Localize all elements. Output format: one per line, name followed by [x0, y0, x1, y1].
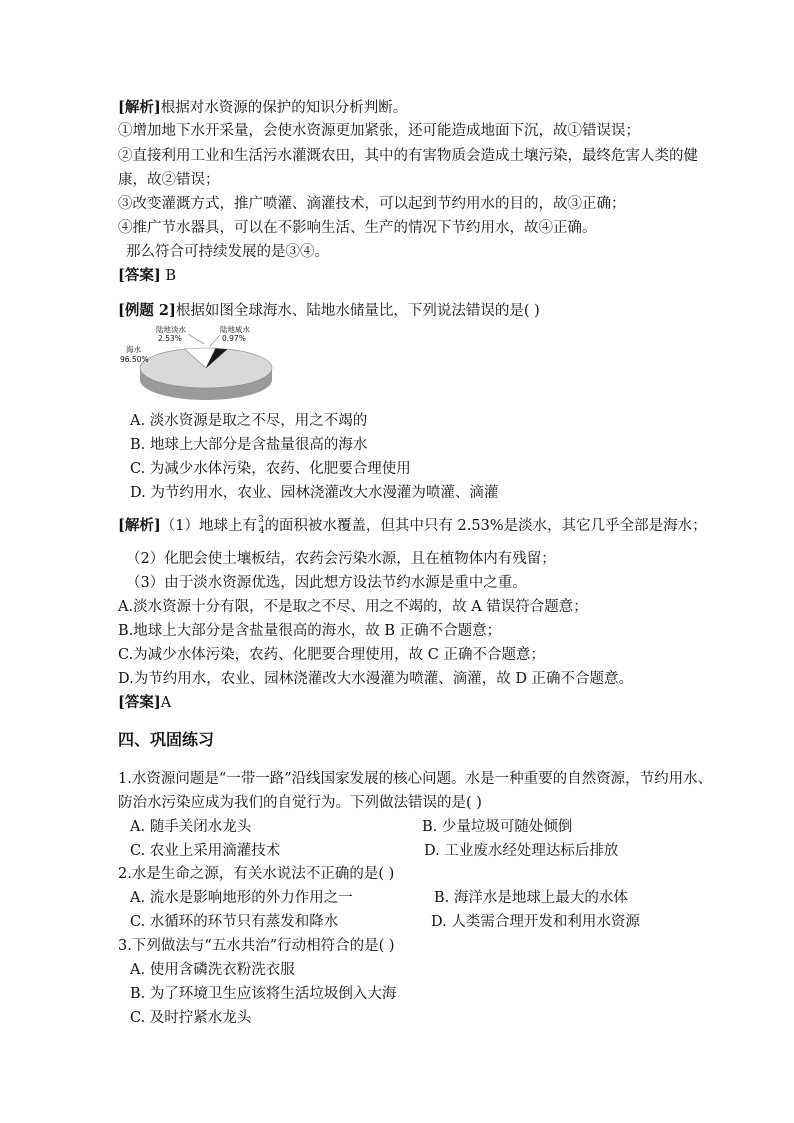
analysis-2-item: C.为减少水体污染，农药、化肥要合理使用，故 C 正确不合题意； [118, 647, 545, 663]
exercise-2-option-c: C. 水循环的环节只有蒸发和降水 [130, 914, 339, 930]
analysis-2-line-2: （2）化肥会使土壤板结，农药会污染水源，且在植物体内有残留； [126, 551, 556, 567]
exercise-1-line-1: 1.水资源问题是“一带一路”沿线国家发展的核心问题。水是一种重要的自然资源，节约用水、 [118, 771, 713, 787]
exercise-2-option-b: B. 海洋水是地球上最大的水体 [434, 890, 628, 906]
analysis-1-item: ③改变灌溉方式，推广喷灌、滴灌技术，可以起到节约用水的目的，故③正确； [118, 196, 626, 212]
example-2-option: D. 为节约用水，农业、园林浇灌改大水漫灌为喷灌、滴灌 [130, 485, 499, 501]
analysis-1-item: ④推广节水器具，可以在不影响生活、生产的情况下节约用水，故④正确。 [118, 220, 597, 236]
value-sea: 96.50% [120, 355, 149, 364]
analysis-2-item: A.淡水资源十分有限，不是取之不尽、用之不竭的，故 A 错误符合题意； [118, 599, 588, 615]
label-fresh: 陆地淡水 [156, 325, 186, 334]
fraction-denominator: 4 [258, 526, 265, 536]
value-fresh: 2.53% [158, 334, 182, 343]
analysis-2-line-1-b: 的面积被水覆盖，但其中只有 2.53%是淡水，其它几乎全部是海水； [264, 518, 707, 534]
answer-2-tag: [答案] [118, 694, 161, 711]
exercise-1-option-c: C. 农业上采用滴灌技术 [130, 843, 281, 859]
analysis-2-tag: [解析] [118, 517, 161, 534]
analysis-1-intro [118, 97, 407, 119]
exercise-1-option-d: D. 工业废水经处理达标后排放 [424, 843, 619, 859]
section-title: 四、巩固练习 [118, 730, 215, 749]
water-pie-chart [118, 322, 278, 406]
analysis-1-item: 康，故②错误； [118, 172, 220, 188]
analysis-2-line-3: （3）由于淡水资源优选，因此想方设法节约水源是重中之重。 [126, 575, 527, 591]
answer-1-tag: [答案] [118, 267, 161, 284]
exercise-3-option-a: A. 使用含磷洗衣粉洗衣服 [130, 962, 295, 978]
exercise-1-line-2: 防治水污染应成为我们的自觉行为。下列做法错误的是( ) [118, 795, 482, 811]
exercise-1-option-a: A. 随手关闭水龙头 [130, 819, 252, 835]
analysis-2-item: D.为节约用水，农业、园林浇灌改大水漫灌为喷灌、滴灌，故 D 正确不合题意。 [118, 671, 634, 687]
analysis-1-conclusion: 那么符合可持续发展的是③④。 [126, 244, 329, 260]
example-2-option: B. 地球上大部分是含盐量很高的海水 [130, 437, 368, 453]
leader-salt [210, 335, 220, 346]
label-salt: 陆地咸水 [220, 325, 250, 334]
analysis-2-item: B.地球上大部分是含盐量很高的海水，故 B 正确不合题意； [118, 623, 502, 639]
exercise-2-question: 2.水是生命之源，有关水说法不正确的是( ) [118, 866, 395, 882]
label-sea: 海水 [126, 345, 141, 354]
analysis-2-line-1 [118, 515, 707, 539]
example-2-option: C. 为减少水体污染，农药、化肥要合理使用 [130, 461, 411, 477]
answer-2-value: A [160, 695, 172, 711]
exercise-3-question: 3.下列做法与“五水共治”行动相符合的是( ) [118, 938, 395, 954]
leader-fresh [188, 334, 204, 344]
analysis-1-item: ②直接利用工业和生活污水灌溉农田，其中的有害物质会造成土壤污染，最终危害人类的健 [118, 148, 698, 164]
analysis-2-line-1-a: （1）地球上有 [160, 518, 257, 534]
example-2-option: A. 淡水资源是取之不尽，用之不竭的 [130, 413, 368, 429]
value-salt: 0.97% [222, 334, 246, 343]
example-2-question [118, 300, 540, 322]
exercise-2-option-d: D. 人类需合理开发和利用水资源 [431, 914, 640, 930]
example-2-tag: [例题 2] [118, 302, 176, 319]
answer-1 [118, 265, 176, 287]
exercise-3-option-c: C. 及时拧紧水龙头 [130, 1010, 252, 1026]
fraction-numerator: 3 [257, 515, 264, 525]
analysis-1-intro-text: 根据对水资源的保护的知识分析判断。 [160, 100, 408, 116]
analysis-1-item: ①增加地下水开采量，会使水资源更加紧张，还可能造成地面下沉，故①错误误； [118, 123, 640, 139]
exercise-1-option-b: B. 少量垃圾可随处倾倒 [422, 819, 573, 835]
exercise-2-option-a: A. 流水是影响地形的外力作用之一 [130, 890, 353, 906]
answer-2 [118, 692, 171, 714]
example-2-question-text: 根据如图全球海水、陆地水储量比，下列说法错误的是( ) [175, 303, 540, 319]
exercise-3-option-b: B. 为了环境卫生应该将生活垃圾倒入大海 [130, 986, 397, 1002]
answer-1-value: B [165, 268, 176, 284]
analysis-1-tag: [解析] [118, 99, 161, 116]
